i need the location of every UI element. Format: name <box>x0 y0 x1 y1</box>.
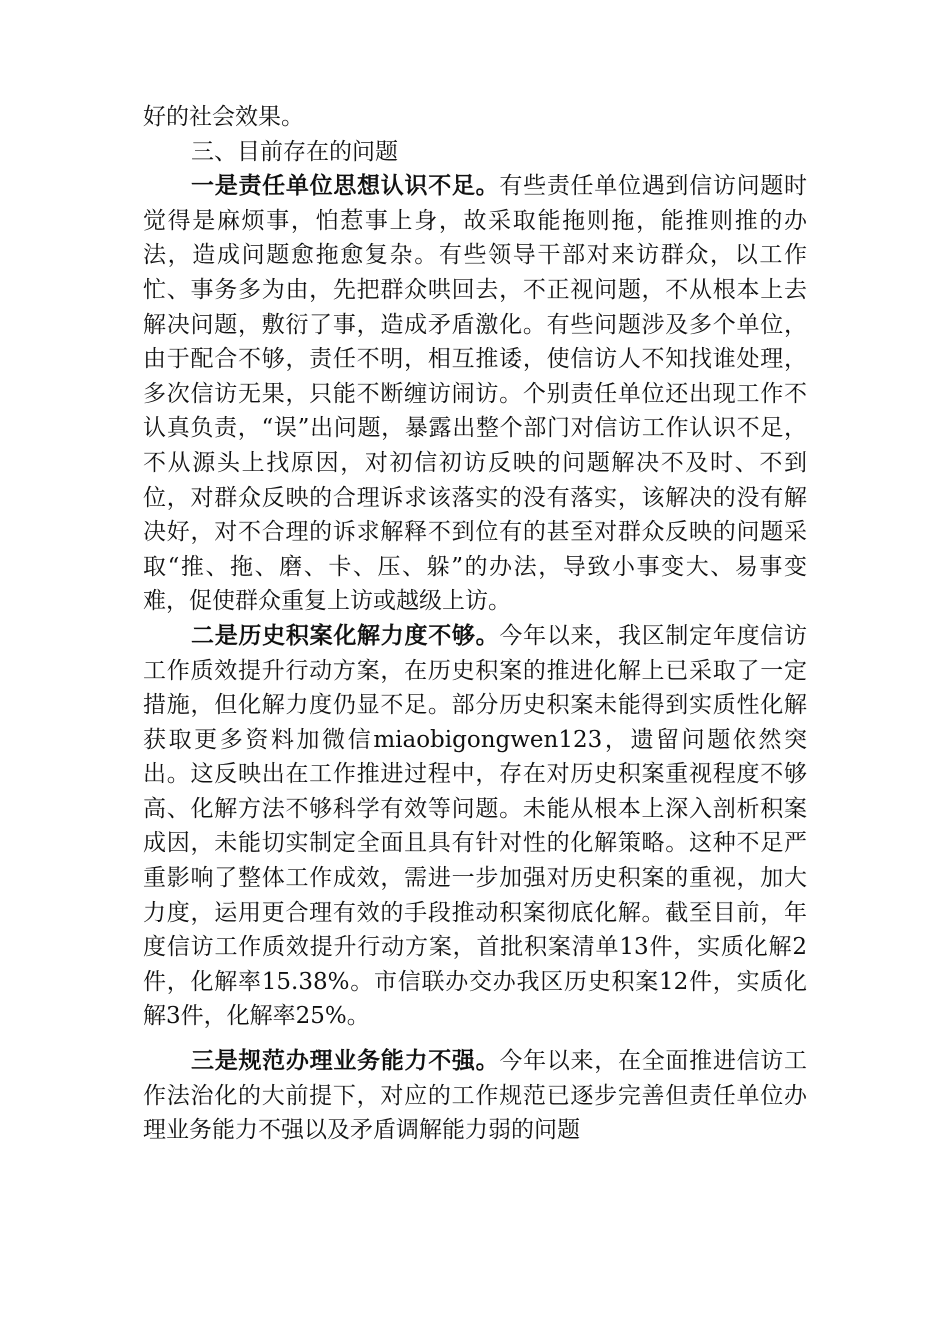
paragraph-responsibility-awareness <box>143 169 807 619</box>
continuation-text: 好的社会效果。 <box>143 104 304 130</box>
document-body <box>143 100 807 1148</box>
paragraph-body: 有些责任单位遇到信访问题时觉得是麻烦事，怕惹事上身，故采取能拖则拖，能推则推的办法，造成问题愈拖愈复杂。有些领导干部对来访群众，以工作忙、事务多为由，先把群众哄回去，不正视问题，不从根本上去解决问题，敷衍了事，造成矛盾激化。有些问题涉及多个单位，由于配合不够，责任不明，相互推诿，使信访人不知找谁处理，多次信访无果，只能不断缠访闹访。个别责任单位还出现工作不认真负责，“误”出问题，暴露出整个部门对信访工作认识不足，不从源头上找原因，对初信初访反映的问题解决不及时、不到位，对群众反映的合理诉求该落实的没有落实，该解决的没有解决好，对不合理的诉求解释不到位有的甚至对群众反映的问题采取“推、拖、磨、卡、压、躲”的办法，导致小事变大、易事变难，促使群众重复上访或越级上访。 <box>143 173 808 615</box>
paragraph-lead: 一是责任单位思想认识不足。 <box>191 173 500 200</box>
section-heading: 三、目前存在的问题 <box>191 138 398 165</box>
paragraph-body: 今年以来，我区制定年度信访工作质效提升行动方案，在历史积案的推进化解上已采取了一定措施，但化解力度仍显不足。部分历史积案未能得到实质性化解获取更多资料加微信miaobigongwen123，遗留问题依然突出。这反映出在工作推进过程中，存在对历史积案重视程度不够高、化解方法不够科学有效等问题。未能从根本上深入剖析积案成因，未能切实制定全面且具有针对性的化解策略。这种不足严重影响了整体工作成效，需进一步加强对历史积案的重视，加大力度，运用更合理有效的手段推动积案彻底化解。截至目前，年度信访工作质效提升行动方案，首批积案清单13件，实质化解2件，化解率15.38%。市信联办交办我区历史积案12件，实质化解3件，化解率25%。 <box>143 622 808 1030</box>
paragraph-historical-cases <box>143 619 807 1034</box>
paragraph-body: 今年以来，在全面推进信访工作法治化的大前提下，对应的工作规范已逐步完善但责任单位办理业务能力不强以及矛盾调解能力弱的问题 <box>143 1048 808 1144</box>
paragraph-business-capability <box>143 1044 807 1148</box>
paragraph-lead: 二是历史积案化解力度不够。 <box>191 622 500 649</box>
paragraph-lead: 三是规范办理业务能力不强。 <box>191 1048 500 1075</box>
